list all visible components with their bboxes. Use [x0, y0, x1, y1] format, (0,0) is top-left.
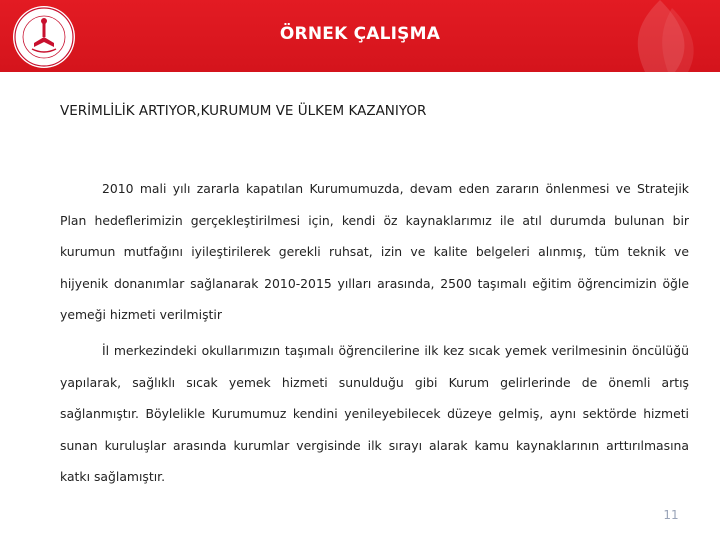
page-title: ÖRNEK ÇALIŞMA [279, 24, 441, 44]
paragraph-2-text: İl merkezindeki okullarımızın taşımalı öğrencilerine ilk kez sıcak yemek verilmesinin öncülüğü yapılarak, sağlıklı sıcak yemek hizmeti sunulduğu gibi Kurum gelirlerinde de önemli artış sağlanmıştır. Böylelikle Kurumumuz kendini yenileyebilecek düzeye gelmiş, aynı sektörde hizmeti sunan kuruluşlar arasında kurumlar vergisinde ilk sırayı alarak kamu kaynaklarının arttırılmasına katkı sağlamıştır. [60, 343, 689, 484]
section-heading: VERİMLİLİK ARTIYOR,KURUMUM VE ÜLKEM KAZANIYOR [60, 103, 427, 119]
page-number: 11 [663, 508, 679, 522]
paragraph-2 [60, 335, 689, 493]
paragraph-1-text: 2010 mali yılı zararla kapatılan Kurumumuzda, devam eden zararın önlenmesi ve Stratejik Plan hedeflerimizin gerçekleştirilmesi için, kendi öz kaynaklarımız ile atıl durumda bulunan bir kurumun mutfağını iyileştirilerek gerekli ruhsat, izin ve kalite belgeleri alınmış, tüm teknik ve hijyenik donanımlar sağlanarak 2010-2015 yılları arasında, 2500 taşımalı eğitim öğrencimizin öğle yemeği hizmeti verilmiştir [60, 181, 689, 322]
header-bar [0, 0, 720, 72]
paragraph-1 [60, 173, 689, 331]
